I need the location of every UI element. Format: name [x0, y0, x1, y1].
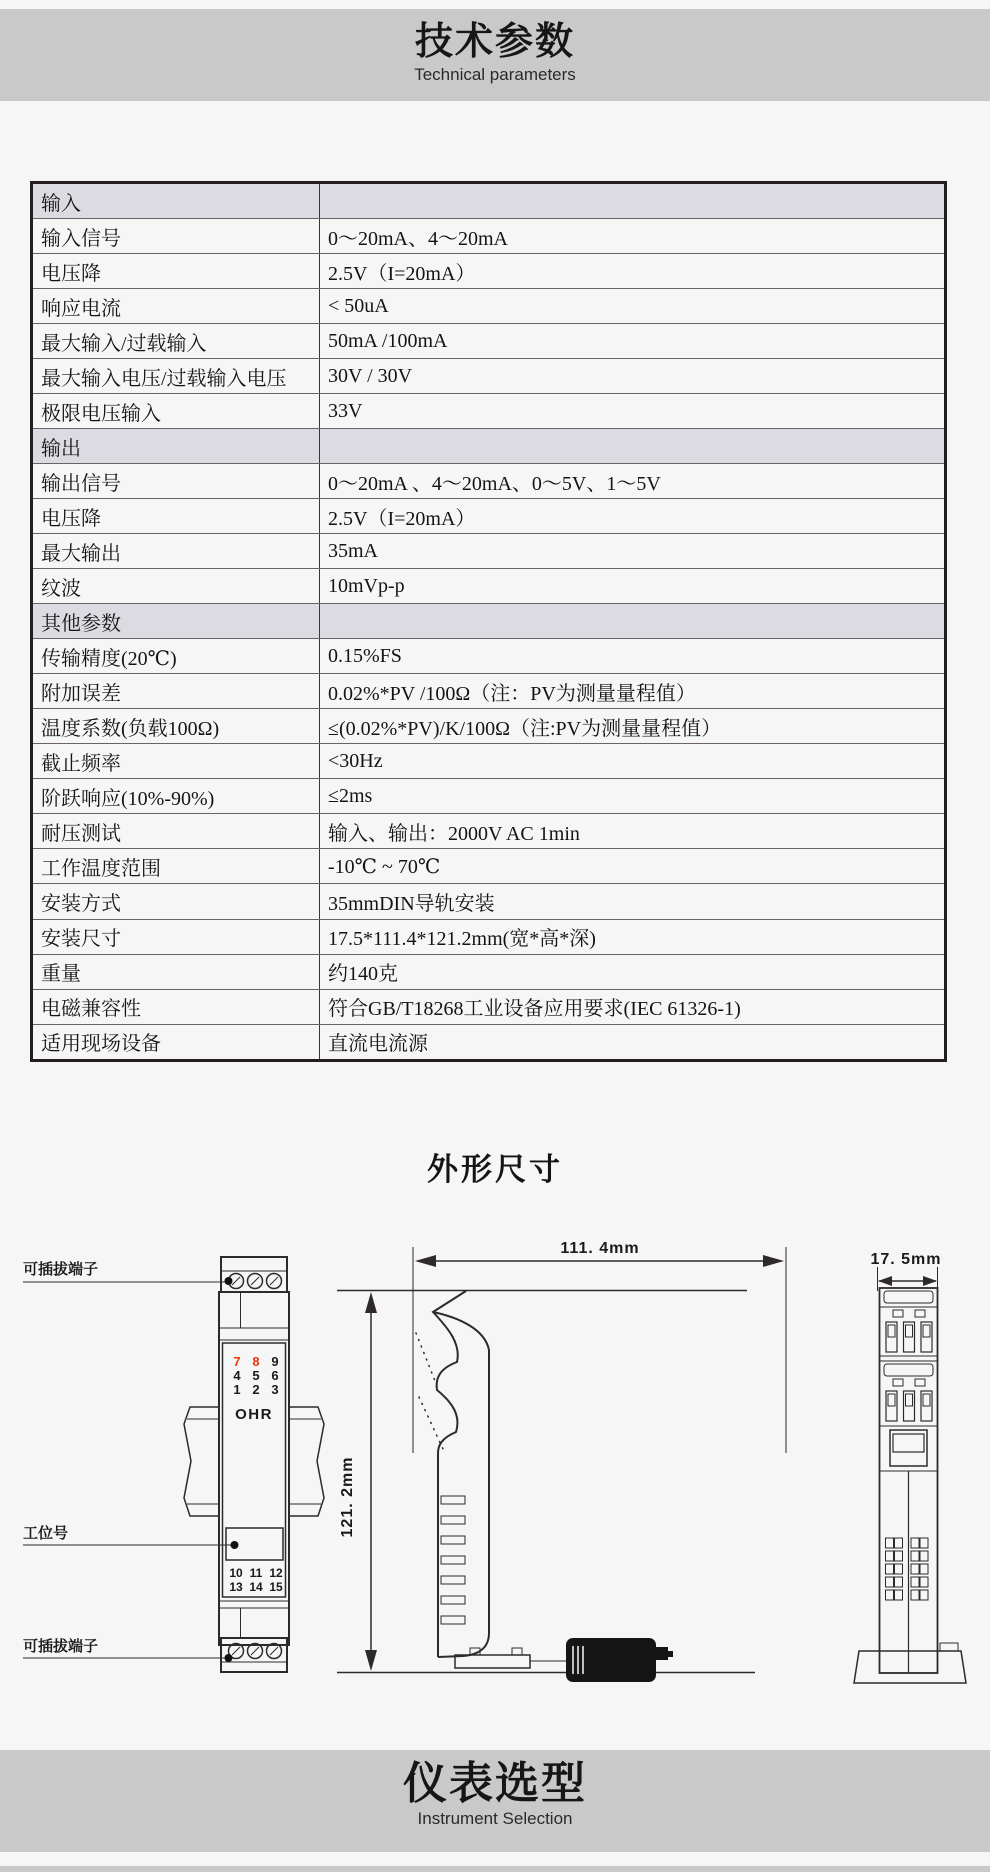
param-value: 约140克	[320, 954, 946, 989]
param-value: 直流电流源	[320, 1024, 946, 1060]
terminal-numbers-top	[233, 1354, 278, 1397]
svg-text:9: 9	[271, 1354, 279, 1369]
param-label: 最大输出	[32, 534, 320, 569]
pluggable-terminal-label-top: 可插拔端子	[23, 1261, 99, 1278]
side-view-drawing	[337, 1240, 786, 1682]
svg-text:7: 7	[233, 1354, 241, 1369]
svg-text:3: 3	[271, 1382, 279, 1397]
svg-text:5: 5	[252, 1368, 260, 1383]
terminal-numbers-bottom	[229, 1566, 283, 1594]
footer-band	[0, 1750, 990, 1852]
param-label: 适用现场设备	[32, 1024, 320, 1060]
footer-title: 仪表选型	[403, 1759, 587, 1808]
table-row	[32, 779, 946, 814]
svg-text:14: 14	[249, 1580, 263, 1594]
svg-text:6: 6	[271, 1368, 279, 1383]
param-label: 重量	[32, 954, 320, 989]
end-view-drawing	[854, 1251, 966, 1683]
param-value: -10℃ ~ 70℃	[320, 849, 946, 884]
param-value: 0～20mA 、4～20mA、0～5V、1～5V	[320, 464, 946, 499]
param-label: 阶跃响应(10%-90%)	[32, 779, 320, 814]
param-value: 35mmDIN导轨安装	[320, 884, 946, 919]
table-section-row	[32, 604, 946, 639]
height-dim-text: 121. 2mm	[339, 1456, 356, 1538]
param-value: ≤2ms	[320, 779, 946, 814]
section-value	[320, 604, 946, 639]
table-row	[32, 359, 946, 394]
table-row	[32, 1024, 946, 1060]
leader-dot	[231, 1541, 239, 1549]
leader-dot	[225, 1277, 233, 1285]
param-label: 截止频率	[32, 744, 320, 779]
width-dim-text: 111. 4mm	[560, 1240, 640, 1257]
depth-dimension	[870, 1251, 941, 1291]
svg-text:15: 15	[269, 1580, 283, 1594]
param-label: 输入信号	[32, 219, 320, 254]
terminal-block-bottom	[221, 1638, 287, 1672]
table-row	[32, 884, 946, 919]
param-value: 30V / 30V	[320, 359, 946, 394]
param-value: < 50uA	[320, 289, 946, 324]
table-row	[32, 709, 946, 744]
param-label: 温度系数(负载100Ω)	[32, 709, 320, 744]
depth-dim-text: 17. 5mm	[870, 1251, 942, 1268]
svg-text:4: 4	[233, 1368, 241, 1383]
param-value: 2.5V（I=20mA）	[320, 499, 946, 534]
section-label: 其他参数	[32, 604, 320, 639]
table-row	[32, 639, 946, 674]
table-section-row	[32, 183, 946, 219]
table-row	[32, 324, 946, 359]
param-label: 附加误差	[32, 674, 320, 709]
din-clip	[455, 1648, 566, 1668]
din-rail	[184, 1407, 324, 1516]
param-value: 2.5V（I=20mA）	[320, 254, 946, 289]
table-row	[32, 814, 946, 849]
table-row	[32, 219, 946, 254]
param-value: 0.02%*PV /100Ω（注：PV为测量量程值）	[320, 674, 946, 709]
table-row	[32, 744, 946, 779]
param-label: 响应电流	[32, 289, 320, 324]
section-label: 输出	[32, 429, 320, 464]
vent-grid	[886, 1538, 929, 1600]
front-view-drawing	[23, 1257, 324, 1672]
param-value: 33V	[320, 394, 946, 429]
param-label: 电压降	[32, 254, 320, 289]
terminal-block-top	[221, 1257, 287, 1292]
section-label: 输入	[32, 183, 320, 219]
param-value: 35mA	[320, 534, 946, 569]
station-number-label: 工位号	[23, 1525, 69, 1542]
spec-table	[30, 181, 947, 1062]
param-label: 安装尺寸	[32, 919, 320, 954]
param-label: 输出信号	[32, 464, 320, 499]
svg-text:11: 11	[249, 1566, 263, 1580]
module-side-profile	[416, 1291, 489, 1657]
table-row	[32, 954, 946, 989]
next-section-band-edge	[0, 1866, 990, 1872]
height-dimension	[339, 1292, 377, 1671]
table-section-row	[32, 429, 946, 464]
param-label: 最大输入/过载输入	[32, 324, 320, 359]
svg-text:2: 2	[252, 1382, 260, 1397]
param-value: 10mVp-p	[320, 569, 946, 604]
page-title: 技术参数	[414, 21, 575, 63]
table-row	[32, 289, 946, 324]
module-end-body	[880, 1288, 938, 1673]
page-subtitle: Technical parameters	[414, 64, 576, 84]
param-label: 电磁兼容性	[32, 989, 320, 1024]
table-row	[32, 569, 946, 604]
table-row	[32, 919, 946, 954]
table-row	[32, 254, 946, 289]
table-row	[32, 394, 946, 429]
svg-text:10: 10	[229, 1566, 243, 1580]
dimension-drawings	[0, 1230, 990, 1710]
footer-subtitle: Instrument Selection	[417, 1809, 573, 1829]
svg-text:8: 8	[252, 1354, 260, 1369]
width-dimension	[415, 1240, 784, 1267]
param-value: <30Hz	[320, 744, 946, 779]
table-row	[32, 989, 946, 1024]
svg-text:1: 1	[233, 1382, 241, 1397]
param-label: 工作温度范围	[32, 849, 320, 884]
section-value	[320, 429, 946, 464]
table-row	[32, 499, 946, 534]
leader-dot	[225, 1654, 233, 1662]
table-row	[32, 534, 946, 569]
param-label: 纹波	[32, 569, 320, 604]
param-value: 0.15%FS	[320, 639, 946, 674]
svg-text:13: 13	[229, 1580, 243, 1594]
param-label: 传输精度(20℃)	[32, 639, 320, 674]
header-band	[0, 9, 990, 101]
param-label: 安装方式	[32, 884, 320, 919]
outline-dimensions-title: 外形尺寸	[427, 1152, 563, 1187]
table-row	[32, 464, 946, 499]
param-value: 输入、输出：2000V AC 1min	[320, 814, 946, 849]
param-label: 极限电压输入	[32, 394, 320, 429]
svg-text:12: 12	[269, 1566, 283, 1580]
param-value: 17.5*111.4*121.2mm(宽*高*深)	[320, 919, 946, 954]
param-label: 耐压测试	[32, 814, 320, 849]
param-value: 0～20mA、4～20mA	[320, 219, 946, 254]
param-value: ≤(0.02%*PV)/K/100Ω（注:PV为测量量程值）	[320, 709, 946, 744]
brand-logo: OHR	[235, 1406, 273, 1423]
table-row	[32, 849, 946, 884]
param-label: 最大输入电压/过载输入电压	[32, 359, 320, 394]
rail-cross-section	[854, 1643, 966, 1683]
section-value	[320, 183, 946, 219]
power-connector	[566, 1638, 673, 1682]
param-value: 50mA /100mA	[320, 324, 946, 359]
param-value: 符合GB/T18268工业设备应用要求(IEC 61326-1)	[320, 989, 946, 1024]
param-label: 电压降	[32, 499, 320, 534]
pluggable-terminal-label-bottom: 可插拔端子	[23, 1638, 99, 1655]
table-row	[32, 674, 946, 709]
